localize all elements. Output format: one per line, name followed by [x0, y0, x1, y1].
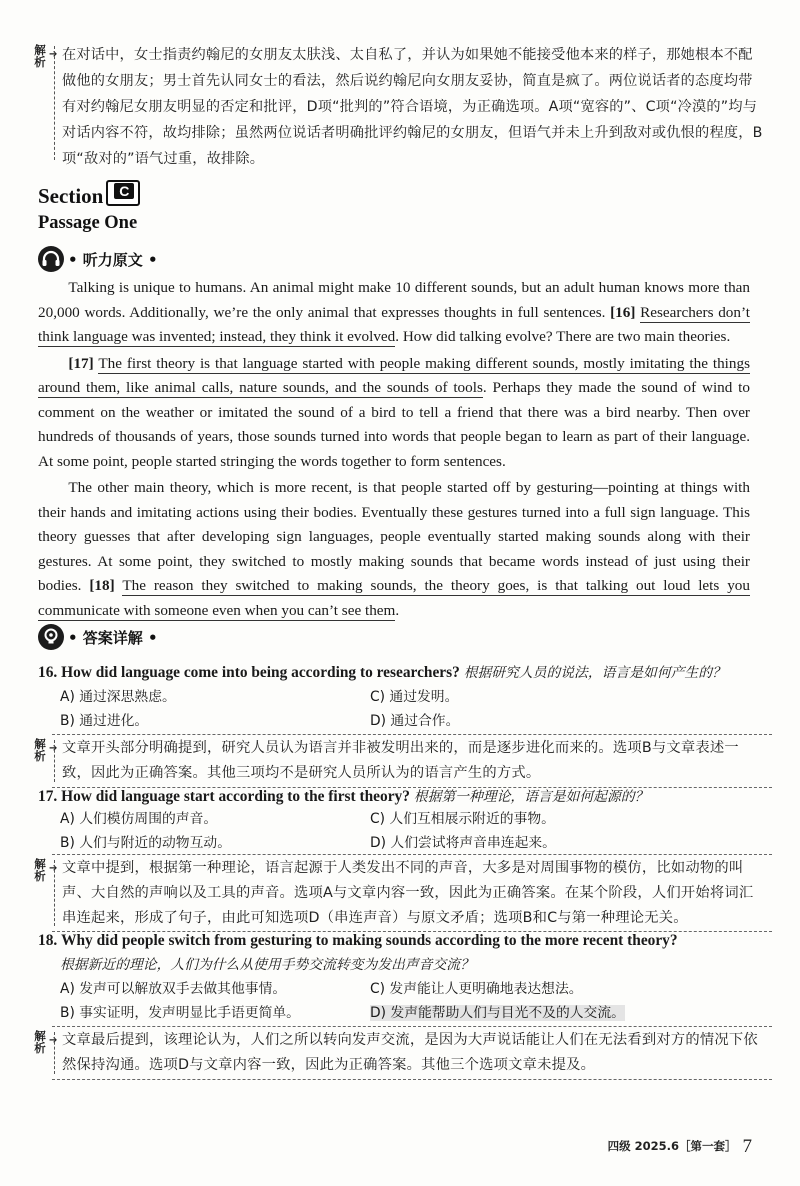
- option-16-b: [60, 710, 148, 732]
- answers-header-label: • 答案详解 •: [68, 629, 158, 647]
- question-number: 17.: [38, 788, 58, 805]
- transcript-text: Talking is unique to humans. An animal might make 10 different sounds, but an adult human knows more than 20,000 words. Additionally, we’re the only animal that expresses thoughts in full sentences.: [38, 279, 750, 321]
- section-badge: [106, 180, 140, 206]
- analysis-tag: [34, 857, 58, 883]
- question-marker-18: [18]: [89, 577, 115, 594]
- lightbulb-icon: [38, 624, 64, 650]
- option-text: C) 发声能让人更明确地表达想法。: [370, 981, 583, 997]
- analysis-label: 解析: [34, 1029, 46, 1055]
- option-text: A) 通过深思熟虑。: [60, 689, 176, 705]
- option-17-b: [60, 832, 231, 854]
- analysis-text: 文章开头部分明确提到，研究人员认为语言并非被发明出来的，而是逐步进化而来的。选项B与文章表述一致，因此为正确答案。其他三项均不是研究人员所认为的语言产生的方式。: [62, 740, 739, 781]
- footer-label: 四级 2025.6［第一套］: [607, 1139, 737, 1153]
- passage-title: Passage One: [38, 213, 138, 233]
- question-text-cn: 根据第一种理论，语言是如何起源的？: [413, 789, 649, 805]
- option-18-c: [370, 978, 583, 1000]
- question-number: 16.: [38, 664, 58, 681]
- arrow-icon: ➔: [49, 49, 58, 60]
- transcript-text: The other main theory, which is more recent, is that people started off by gesturing—pointing at things with their hands and imitating actions using their bodies. Eventually these gestures turned into a full sign language. This theory guesses that after developing sign languages, people eventually started making sounds along with their gestures. At some point, they switched to mostly making sounds that became words instead of just using their bodies.: [38, 479, 750, 594]
- analysis-block-17: [34, 856, 766, 930]
- analysis-block-top: [34, 42, 766, 167]
- option-16-c: [370, 686, 458, 708]
- question-16: [38, 662, 768, 684]
- analysis-rule: [54, 1032, 55, 1074]
- question-number: 18.: [38, 932, 58, 949]
- transcript-paragraph-3: [38, 476, 750, 623]
- question-marker-17: [17]: [68, 354, 94, 372]
- option-18-a: [60, 978, 286, 1000]
- headphones-icon: [38, 246, 64, 272]
- question-text-en: Why did people switch from gesturing to making sounds according to the more recent theory?: [61, 932, 678, 949]
- transcript-text: . How did talking evolve? There are two main theories.: [395, 328, 731, 345]
- option-17-d: [370, 832, 556, 854]
- analysis-rule: [54, 740, 55, 782]
- transcript-text: .: [395, 601, 400, 619]
- analysis-label: 解析: [34, 737, 46, 763]
- option-17-c: [370, 808, 555, 830]
- option-text-highlighted: D) 发声能帮助人们与目光不及的人交流。: [370, 1005, 625, 1021]
- page-footer: [608, 1136, 752, 1158]
- transcript-paragraph-2: [38, 352, 750, 475]
- arrow-icon: ➔: [49, 743, 58, 754]
- analysis-label: 解析: [34, 43, 46, 69]
- option-text: B) 通过进化。: [60, 713, 149, 729]
- option-18-b: [60, 1002, 300, 1024]
- section-label: Section: [38, 184, 104, 208]
- analysis-label: 解析: [34, 857, 46, 883]
- arrow-icon: ➔: [49, 1035, 58, 1046]
- analysis-block-18: [34, 1028, 766, 1078]
- option-16-a: [60, 686, 176, 708]
- section-badge-letter: C: [114, 183, 134, 199]
- page-number: 7: [742, 1136, 752, 1157]
- arrow-icon: ➔: [49, 863, 58, 874]
- option-text: C) 人们互相展示附近的事物。: [370, 811, 555, 827]
- question-text-cn: 根据新近的理论，人们为什么从使用手势交流转变为发出声音交流？: [60, 957, 474, 973]
- option-text: D) 通过合作。: [370, 713, 460, 729]
- analysis-text: 文章最后提到，该理论认为，人们之所以转向发声交流，是因为大声说话能让人们在无法看到对方的情况下依然保持沟通。选项D与文章内容一致，因此为正确答案。其他三个选项文章未提及。: [62, 1032, 758, 1073]
- analysis-text: 在对话中，女士指责约翰尼的女朋友太肤浅、太自私了，并认为如果她不能接受他本来的样子，那她根本不配做他的女朋友；男士首先认同女士的看法，然后说约翰尼向女朋友妥协，简直是疯了。两位说话者的态度均带有对约翰尼女朋友明显的否定和批评，D项“批判的”符合语境，为正确选项。A项“宽容的”、C项“冷漠的”均与对话内容不符，故均排除；虽然两位说话者明确批评约翰尼的女朋友，但语气并未上升到敌对或仇恨的程度，B项“敌对的”语气过重，故排除。: [62, 47, 763, 167]
- option-18-d: [370, 1002, 625, 1024]
- option-text: A) 发声可以解放双手去做其他事情。: [60, 981, 287, 997]
- analysis-rule: [54, 46, 55, 160]
- analysis-tag: [34, 1029, 58, 1055]
- analysis-rule: [54, 860, 55, 926]
- transcript-body: [38, 276, 750, 623]
- option-text: B) 人们与附近的动物互动。: [60, 835, 231, 851]
- question-marker-16: [16]: [610, 303, 636, 321]
- option-text: C) 通过发明。: [370, 689, 459, 705]
- analysis-block-16: [34, 736, 766, 786]
- question-text-en: How did language come into being according to researchers?: [61, 664, 460, 681]
- question-18: [38, 930, 768, 952]
- question-17: [38, 786, 768, 808]
- question-text-cn: 根据研究人员的说法，语言是如何产生的？: [463, 665, 726, 681]
- option-text: A) 人们模仿周围的声音。: [60, 811, 218, 827]
- underlined-answer-16: Researchers don’t think language was invented; instead, they think it evolved: [38, 303, 750, 345]
- transcript-header-label: • 听力原文 •: [68, 251, 158, 269]
- option-text: B) 事实证明，发声明显比手语更简单。: [60, 1005, 300, 1021]
- question-text-en: How did language start according to the first theory?: [61, 788, 410, 805]
- analysis-tag: [34, 43, 58, 69]
- question-18-cn: [60, 954, 790, 976]
- transcript-paragraph-1: [38, 276, 750, 350]
- option-16-d: [370, 710, 459, 732]
- section-title: [38, 180, 140, 209]
- option-17-a: [60, 808, 217, 830]
- underlined-answer-18: The reason they switched to making sounds, the theory goes, is that talking out loud lets you communicate with someone even when you can’t see them: [38, 577, 750, 619]
- analysis-text: 文章中提到，根据第一种理论，语言起源于人类发出不同的声音，大多是对周围事物的模仿，比如动物的叫声、大自然的声响以及工具的声音。选项A与文章内容一致，因此为正确答案。在某个阶段，人们开始将词汇串连起来，形成了句子，由此可知选项D（串连声音）与原文矛盾；选项B和C与第一种理论无关。: [62, 860, 754, 926]
- underlined-answer-17: The first theory is that language started with people making different sounds, mostly imitating the things around them, like animal calls, nature sounds, and the sounds of tools: [38, 354, 750, 396]
- option-text: D) 人们尝试将声音串连起来。: [370, 835, 556, 851]
- transcript-text: . Perhaps they made the sound of wind to comment on the weather or imitated the sound of a bird to tell a friend that there was a bird nearby. Then over hundreds of thousands of years, those sounds turned into words that people began to learn as part of their language. At some point, people started stringing the words together to form sentences.: [38, 379, 750, 470]
- analysis-tag: [34, 737, 58, 763]
